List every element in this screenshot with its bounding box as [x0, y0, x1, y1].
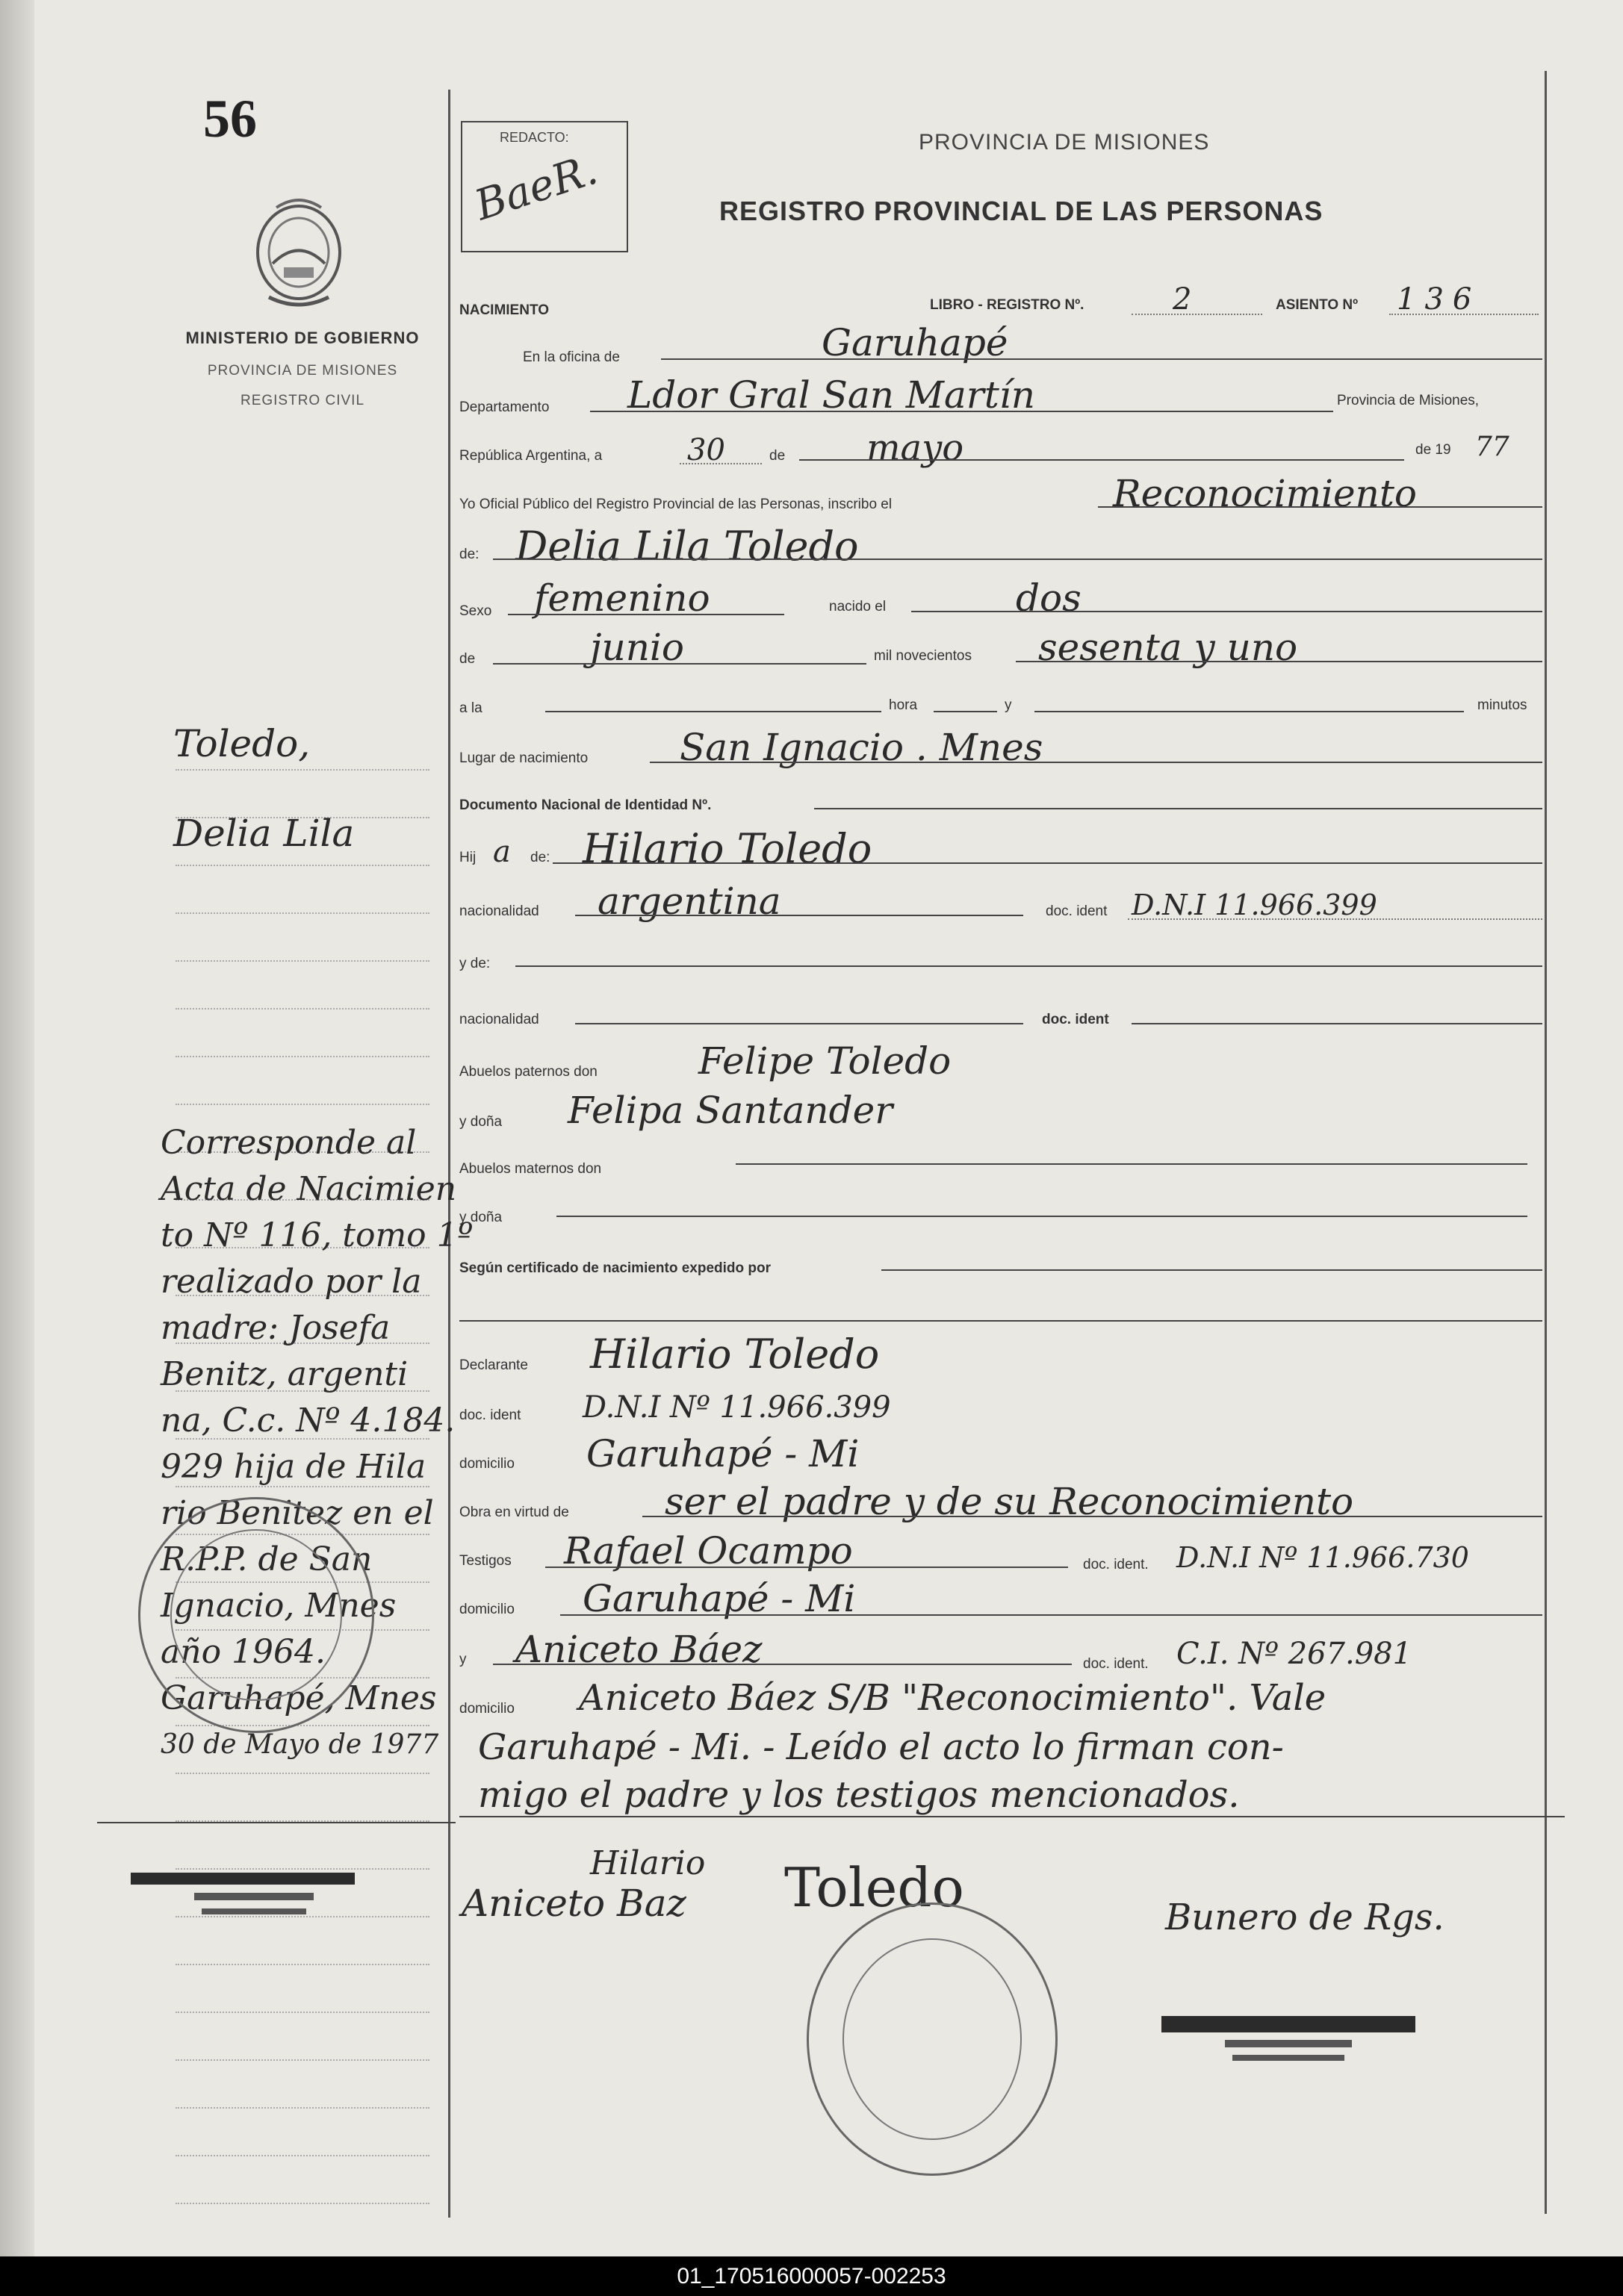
hij-suffix: a	[493, 835, 511, 869]
redacted-official-right-sub	[1225, 2040, 1352, 2047]
closing-line	[459, 1816, 1565, 1817]
margin-note-line: madre: Josefa	[161, 1309, 391, 1347]
mes-line	[799, 459, 1404, 461]
libro-value: 2	[1173, 282, 1192, 317]
doc-ident-label: doc. ident	[1046, 903, 1108, 919]
margin-guide-line	[176, 865, 429, 866]
redacted-official-left	[131, 1873, 355, 1885]
lugar-value: San Ignacio . Mnes	[680, 726, 1043, 769]
de-persona-label: de:	[459, 547, 480, 562]
de-mes-label: de	[459, 651, 476, 667]
signature-toledo: Toledo	[784, 1856, 964, 1919]
hora-line	[545, 711, 881, 712]
margin-note-line: na, C.c. Nº 4.184.	[161, 1401, 456, 1440]
libro-line	[1132, 314, 1262, 315]
y-dona-label: y doña	[459, 1114, 503, 1130]
signature-official: Bunero de Rgs.	[1165, 1897, 1444, 1938]
domicilio-testigo1-value: Garuhapé - Mi	[583, 1577, 856, 1620]
departamento-label: Departamento	[459, 399, 550, 415]
nacido-anio-line	[1016, 661, 1542, 662]
nacionalidad-value: argentina	[598, 880, 781, 923]
redacted-official-right	[1161, 2016, 1415, 2032]
de-anio-label: de 19	[1415, 442, 1451, 458]
continuation-line1: Garuhapé - Mi. - Leído el acto lo firman con-	[478, 1726, 1284, 1768]
domicilio-testigo2-value: Aniceto Báez S/B "Reconocimiento". Vale	[579, 1677, 1326, 1719]
margin-name-given: Delia Lila	[173, 812, 355, 855]
nacimiento-label: NACIMIENTO	[459, 302, 549, 318]
padre-value: Hilario Toledo	[583, 825, 872, 872]
provincia-misiones-label: Provincia de Misiones,	[1337, 393, 1480, 408]
nacionalidad-label: nacionalidad	[459, 903, 539, 919]
obra-label: Obra en virtud de	[459, 1505, 569, 1520]
yo-oficial-label: Yo Oficial Público del Registro Provincial de las Personas, inscribo el	[459, 497, 893, 512]
a-la-label: a la	[459, 700, 482, 716]
persona-line	[493, 559, 1542, 560]
libro-label: LIBRO - REGISTRO Nº.	[930, 297, 1084, 313]
declarante-value: Hilario Toledo	[590, 1331, 880, 1378]
margin-guide-line	[176, 1964, 429, 1965]
sexo-label: Sexo	[459, 603, 492, 619]
testigo1-value: Rafael Ocampo	[564, 1529, 853, 1572]
margin-note-line: Benitz, argenti	[161, 1355, 409, 1393]
doc-padre-value: D.N.I 11.966.399	[1132, 889, 1377, 921]
dia-line	[680, 463, 762, 464]
margin-note-line: año 1964.	[161, 1633, 326, 1671]
margin-note-line: realizado por la	[161, 1263, 422, 1301]
abuela-paterna-value: Felipa Santander	[568, 1089, 893, 1132]
y-de-label: y de:	[459, 956, 491, 971]
margin-note-line: Garuhapé, Mnes	[161, 1679, 437, 1717]
official-stamp-left	[138, 1497, 374, 1733]
asiento-line	[1389, 314, 1539, 315]
declarante-label: Declarante	[459, 1357, 528, 1373]
margin-note-line: 929 hija de Hila	[161, 1448, 426, 1486]
lugar-line	[650, 762, 1542, 763]
official-stamp-right-inner	[842, 1938, 1022, 2140]
hora2-line	[934, 711, 997, 712]
fecha-anio: 77	[1475, 432, 1509, 462]
nacido-line	[911, 611, 1542, 612]
fecha-dia: 30	[687, 433, 725, 467]
redacto-box	[461, 121, 628, 252]
page-edge	[0, 0, 34, 2256]
obra-line	[642, 1516, 1542, 1517]
abuelos-paternos-label: Abuelos paternos don	[459, 1064, 598, 1080]
redacted-official-left-sub2	[202, 1908, 306, 1914]
segun-line	[881, 1269, 1542, 1271]
testigo2-value: Aniceto Báez	[515, 1628, 763, 1671]
testigo2-line	[493, 1664, 1072, 1665]
doc-testigo2-value: C.I. Nº 267.981	[1176, 1637, 1412, 1671]
nacionalidad2-line	[575, 1023, 1023, 1024]
doc-padre-line	[1128, 918, 1542, 920]
hora-label: hora	[889, 697, 918, 713]
y-label: y	[1005, 697, 1012, 713]
page-number: 56	[203, 89, 257, 149]
header-province: PROVINCIA DE MISIONES	[919, 130, 1210, 155]
margin-note-line: Ignacio, Mnes	[161, 1587, 397, 1625]
margin-guide-line	[176, 2203, 429, 2204]
doc-ident2-line	[1132, 1023, 1542, 1024]
testigos-label: Testigos	[459, 1553, 512, 1569]
hij-de-label: de:	[530, 850, 550, 865]
doc-ident5-label: doc. ident.	[1083, 1656, 1149, 1672]
official-stamp-right	[807, 1903, 1058, 2176]
minutos-label: minutos	[1477, 697, 1527, 713]
header-registry: REGISTRO PROVINCIAL DE LAS PERSONAS	[719, 196, 1323, 226]
hij-label: Hij	[459, 850, 477, 865]
margin-note-line: Corresponde al	[161, 1124, 417, 1162]
y-de-line	[515, 965, 1542, 967]
nacido-mes-value: junio	[590, 626, 685, 669]
nacido-mes-line	[493, 663, 866, 665]
republica-label: República Argentina, a	[459, 448, 603, 464]
abuelos-maternos-line	[736, 1163, 1527, 1165]
margin-guide-line	[176, 1916, 429, 1917]
testigo1-line	[545, 1567, 1068, 1568]
minutos-line	[1034, 711, 1464, 712]
y-dona2-line	[556, 1216, 1527, 1217]
padre-line	[553, 862, 1542, 864]
fecha-mes: mayo	[866, 427, 964, 469]
abuelo-paterno-value: Felipe Toledo	[698, 1039, 952, 1083]
abuelos-maternos-label: Abuelos maternos don	[459, 1161, 602, 1177]
obra-value: ser el padre y de su Reconocimiento	[665, 1480, 1354, 1523]
margin-note-line: 30 de Mayo de 1977	[161, 1729, 439, 1760]
mil-label: mil novecientos	[874, 648, 972, 664]
doc-ident4-label: doc. ident.	[1083, 1557, 1149, 1572]
redacted-official-right-sub2	[1232, 2055, 1344, 2061]
margin-guide-line	[176, 2155, 429, 2156]
redacted-official-left-sub	[194, 1893, 314, 1900]
asiento-label: ASIENTO Nº	[1276, 297, 1359, 313]
margin-guide-line	[176, 1868, 429, 1870]
doc-declarante-value: D.N.I Nº 11.966.399	[583, 1390, 891, 1425]
margin-note-line: rio Benitez en el	[161, 1494, 434, 1532]
oficina-line	[661, 358, 1542, 360]
doc-ident3-label: doc. ident	[459, 1407, 521, 1423]
margin-guide-line	[176, 2012, 429, 2013]
y2-label: y	[459, 1652, 467, 1667]
segun-label: Según certificado de nacimiento expedido por	[459, 1260, 772, 1276]
oficina-label: En la oficina de	[523, 349, 620, 365]
ministry-province: PROVINCIA DE MISIONES	[207, 363, 398, 379]
doc-ident2-label: doc. ident	[1042, 1012, 1109, 1027]
margin-guide-line	[176, 1104, 429, 1105]
domicilio2-label: domicilio	[459, 1602, 515, 1617]
domicilio3-label: domicilio	[459, 1701, 515, 1717]
doc-testigo1-value: D.N.I Nº 11.966.730	[1176, 1541, 1469, 1574]
nacido-dia-value: dos	[1016, 576, 1082, 620]
domicilio-label: domicilio	[459, 1456, 515, 1472]
margin-note-line: Acta de Nacimien	[161, 1170, 457, 1208]
asiento-value: 136	[1397, 282, 1481, 317]
nacionalidad2-label: nacionalidad	[459, 1012, 539, 1027]
de-label: de	[769, 448, 786, 464]
sexo-line	[508, 614, 784, 615]
segun-line2	[459, 1320, 1542, 1322]
dni-label: Documento Nacional de Identidad Nº.	[459, 797, 712, 813]
right-border-rule	[1545, 71, 1547, 2214]
margin-signature-line	[97, 1822, 456, 1823]
domicilio-declarante-value: Garuhapé - Mi	[586, 1432, 860, 1475]
departamento-line	[590, 411, 1333, 412]
redacto-signature: BaeR.	[469, 145, 603, 231]
margin-guide-line	[176, 769, 429, 771]
domicilio2-line	[560, 1614, 1542, 1616]
oficina-value: Garuhapé	[822, 321, 1008, 364]
coat-of-arms-seal	[246, 193, 351, 312]
margin-name-surname: Toledo,	[173, 722, 311, 765]
margin-guide-line	[176, 1056, 429, 1057]
signature-aniceto: Aniceto Baz	[462, 1882, 686, 1925]
nacido-anio-value: sesenta y uno	[1038, 626, 1298, 669]
margin-guide-line	[176, 2107, 429, 2109]
ministry-office: REGISTRO CIVIL	[240, 393, 365, 408]
signature-hilario: Hilario	[590, 1844, 706, 1882]
lugar-label: Lugar de nacimiento	[459, 750, 589, 766]
sexo-value: femenino	[534, 576, 710, 620]
margin-guide-line	[176, 2059, 429, 2061]
margin-guide-line	[176, 1008, 429, 1009]
departamento-value: Ldor Gral San Martín	[627, 373, 1035, 417]
y-dona2-label: y doña	[459, 1210, 503, 1225]
official-stamp-left-inner	[170, 1529, 342, 1701]
margin-note-line: to Nº 116, tomo 1º	[161, 1216, 474, 1254]
ministry-title: MINISTERIO DE GOBIERNO	[185, 329, 420, 347]
continuation-line2: migo el padre y los testigos mencionados.	[478, 1774, 1240, 1816]
dni-line	[814, 808, 1542, 809]
acto-line	[1098, 506, 1542, 508]
footer-filename: 01_170516000057-002253	[0, 2256, 1623, 2296]
acto-value: Reconocimiento	[1113, 472, 1418, 515]
nacionalidad-line	[575, 915, 1023, 916]
redacto-label: REDACTO:	[500, 130, 569, 145]
margin-guide-line	[176, 1773, 429, 1774]
margin-note-line: R.P.P. de San	[161, 1540, 373, 1578]
margin-guide-line	[176, 960, 429, 962]
nacido-label: nacido el	[829, 599, 887, 615]
persona-value: Delia Lila Toledo	[515, 523, 859, 570]
margin-guide-line	[176, 912, 429, 914]
ministry-heading	[164, 329, 441, 409]
